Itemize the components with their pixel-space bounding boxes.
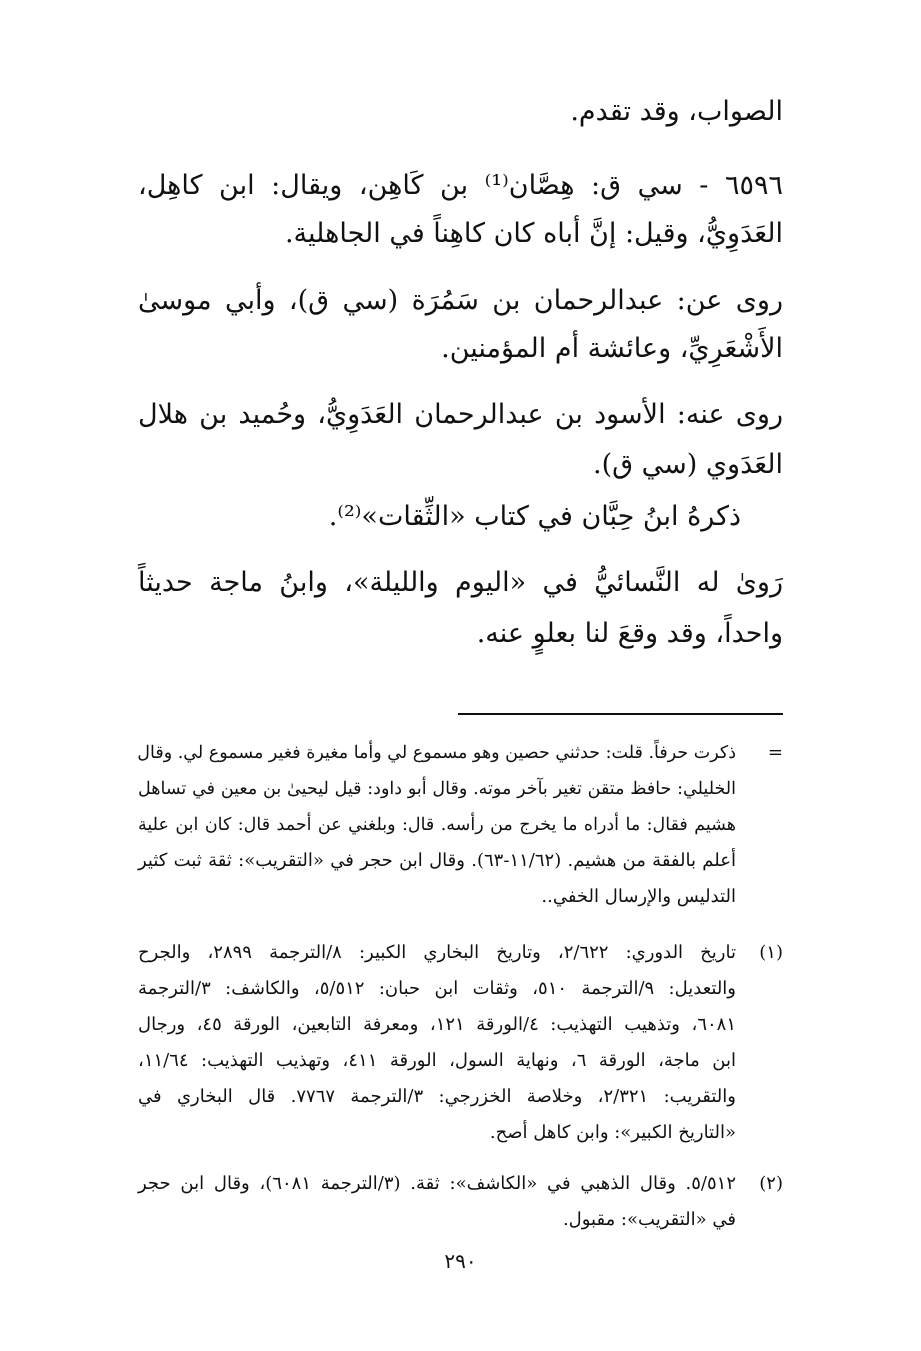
text-line: رَوىٰ له النَّسائيُّ في «اليوم والليلة»، وابنُ ماجة حديثاً bbox=[138, 567, 783, 598]
footnote-line: ٦٠٨١، وتذهيب التهذيب: ٤/الورقة ١٢١، ومعرفة التابعين، الورقة ٤٥، ورجال bbox=[138, 1014, 736, 1035]
footnote-2-mark: (٢) bbox=[759, 1173, 783, 1194]
text-line: روى عنه: الأسود بن عبدالرحمان العَدَوِيُّ، وحُميد بن هلال bbox=[138, 399, 783, 430]
footnote-line: في «التقريب»: مقبول. bbox=[562, 1209, 736, 1230]
footnote-continuation-mark: = bbox=[767, 742, 783, 763]
footnote-separator bbox=[458, 713, 783, 715]
footnote-line: أعلم بالفقة من هشيم. (١١/٦٢-٦٣). وقال ابن حجر في «التقريب»: ثقة ثبت كثير bbox=[138, 850, 736, 871]
text-line: العَدَوي (سي ق). bbox=[593, 449, 783, 480]
entry-heading-line: ٦٥٩٦ - سي ق: هِصَّان⁽¹⁾ بن كَاهِن، ويقال: ابن كاهِل، bbox=[138, 170, 783, 201]
footnote-line: الخليلي: حافظ متقن تغير بآخر موته. وقال أبو داود: قيل ليحيىٰ بن معين في تساهل bbox=[138, 779, 736, 799]
text-line: الصواب، وقد تقدم. bbox=[570, 96, 783, 127]
page-number: ٢٩٠ bbox=[444, 1249, 477, 1273]
footnote-line: التدليس والإرسال الخفي.. bbox=[541, 886, 736, 907]
text-line: روى عن: عبدالرحمان بن سَمُرَة (سي ق)، وأبي موسىٰ bbox=[138, 285, 783, 316]
footnote-line: هشيم فقال: ما أدراه ما يخرج من رأسه. قال: وبلغني عن أحمد قال: كان ابن علية bbox=[138, 815, 736, 835]
footnote-line: والتقريب: ٢/٣٢١، وخلاصة الخزرجي: ٣/الترجمة ٧٧٦٧. قال البخاري في bbox=[138, 1086, 736, 1107]
footnote-line: ٥/٥١٢. وقال الذهبي في «الكاشف»: ثقة. (٣/الترجمة ٦٠٨١)، وقال ابن حجر bbox=[138, 1173, 737, 1194]
text-line: العَدَوِيُّ، وقيل: إنَّ أباه كان كاهِناً في الجاهلية. bbox=[284, 218, 783, 249]
text-line: واحداً، وقد وقعَ لنا بعلوٍ عنه. bbox=[476, 618, 783, 649]
footnote-line: ابن ماجة، الورقة ٦، ونهاية السول، الورقة ٤١١، وتهذيب التهذيب: ١١/٦٤، bbox=[138, 1050, 736, 1071]
footnote-line: والتعديل: ٩/الترجمة ٥١٠، وثقات ابن حبان: ٥/٥١٢، والكاشف: ٣/الترجمة bbox=[138, 978, 737, 999]
footnote-line: ذكرت حرفاً. قلت: حدثني حصين وهو مسموع لي وأما مغيرة فغير مسموع لي. وقال bbox=[137, 743, 736, 763]
footnote-line: تاريخ الدوري: ٢/٦٢٢، وتاريخ البخاري الكبير: ٨/الترجمة ٢٨٩٩، والجرح bbox=[138, 942, 736, 963]
text-line: ذكرهُ ابنُ حِبَّان في كتاب «الثِّقات»⁽²⁾. bbox=[328, 501, 741, 532]
footnote-1-mark: (١) bbox=[759, 942, 783, 963]
text-line: الأَشْعَرِيِّ، وعائشة أم المؤمنين. bbox=[441, 333, 783, 364]
footnote-line: «التاريخ الكبير»: وابن كاهل أصح. bbox=[489, 1122, 736, 1143]
